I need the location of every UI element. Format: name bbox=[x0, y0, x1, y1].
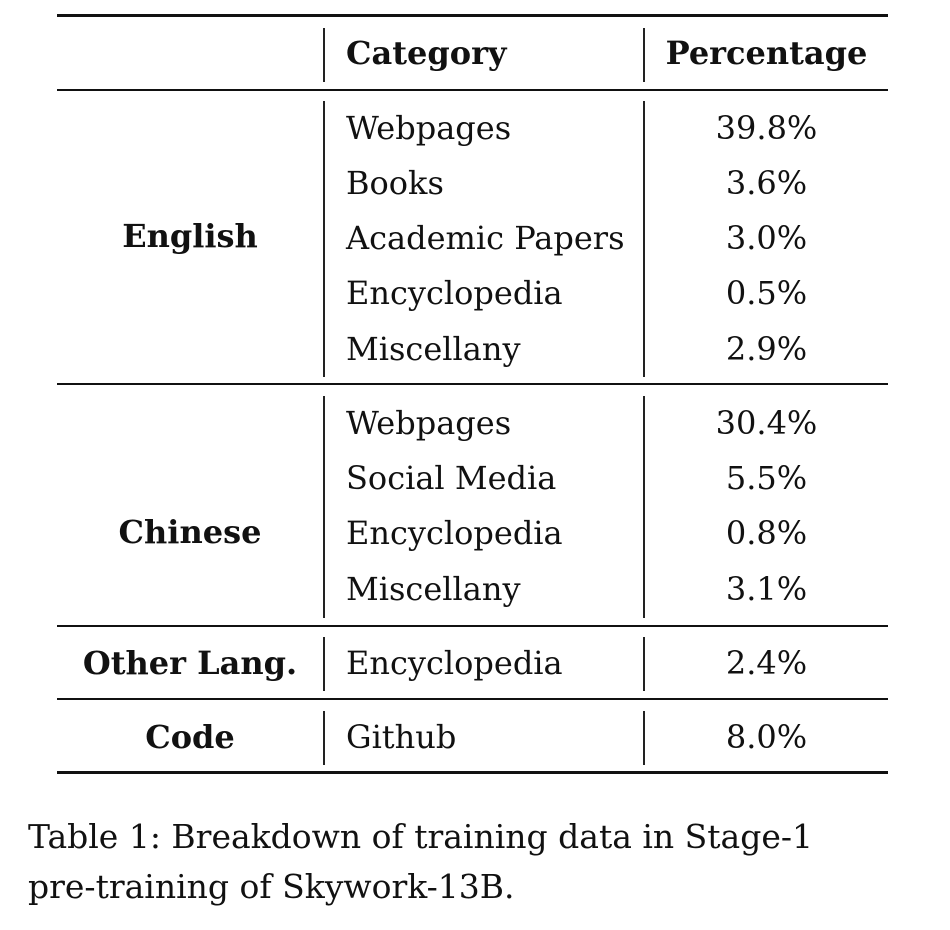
percentage-cell: 8.0% bbox=[725, 718, 808, 756]
section-rule bbox=[57, 383, 888, 385]
category-cell: Encyclopedia bbox=[346, 274, 563, 312]
percentage-cell: 3.0% bbox=[725, 219, 808, 257]
category-cell: Webpages bbox=[346, 404, 512, 442]
percentage-cell: 3.6% bbox=[725, 164, 808, 202]
group-label-chinese: Chinese bbox=[118, 513, 262, 551]
category-cell: Encyclopedia bbox=[346, 514, 563, 552]
category-cell: Books bbox=[346, 164, 444, 202]
header-percentage: Percentage bbox=[665, 34, 868, 72]
category-cell: Academic Papers bbox=[346, 219, 625, 257]
category-cell: Github bbox=[346, 718, 457, 756]
table-caption bbox=[28, 812, 940, 912]
category-cell: Encyclopedia bbox=[346, 644, 563, 682]
bottom-rule bbox=[57, 771, 888, 774]
group-label-other-lang: Other Lang. bbox=[82, 644, 298, 682]
category-cell: Miscellany bbox=[346, 570, 521, 608]
column-divider bbox=[323, 28, 325, 82]
percentage-cell: 3.1% bbox=[725, 570, 808, 608]
percentage-cell: 5.5% bbox=[725, 459, 808, 497]
column-divider bbox=[323, 637, 325, 691]
caption-line: pre-training of Skywork-13B. bbox=[28, 867, 515, 906]
header-rule bbox=[57, 89, 888, 91]
category-cell: Social Media bbox=[346, 459, 557, 497]
category-cell: Miscellany bbox=[346, 330, 521, 368]
header-category: Category bbox=[346, 34, 507, 72]
column-divider bbox=[323, 101, 325, 377]
category-cell: Webpages bbox=[346, 109, 512, 147]
percentage-cell: 2.4% bbox=[725, 644, 808, 682]
group-label-english: English bbox=[122, 217, 258, 255]
percentage-cell: 0.5% bbox=[725, 274, 808, 312]
section-rule bbox=[57, 625, 888, 627]
percentage-cell: 30.4% bbox=[715, 404, 818, 442]
percentage-cell: 0.8% bbox=[725, 514, 808, 552]
group-label-code: Code bbox=[145, 718, 235, 756]
section-rule bbox=[57, 698, 888, 700]
percentage-cell: 39.8% bbox=[715, 109, 818, 147]
header-group bbox=[57, 33, 323, 73]
caption-line: Table 1: Breakdown of training data in Stage-1 bbox=[28, 817, 814, 856]
top-rule bbox=[57, 14, 888, 17]
percentage-cell: 2.9% bbox=[725, 330, 808, 368]
column-divider bbox=[323, 711, 325, 765]
column-divider bbox=[323, 396, 325, 618]
